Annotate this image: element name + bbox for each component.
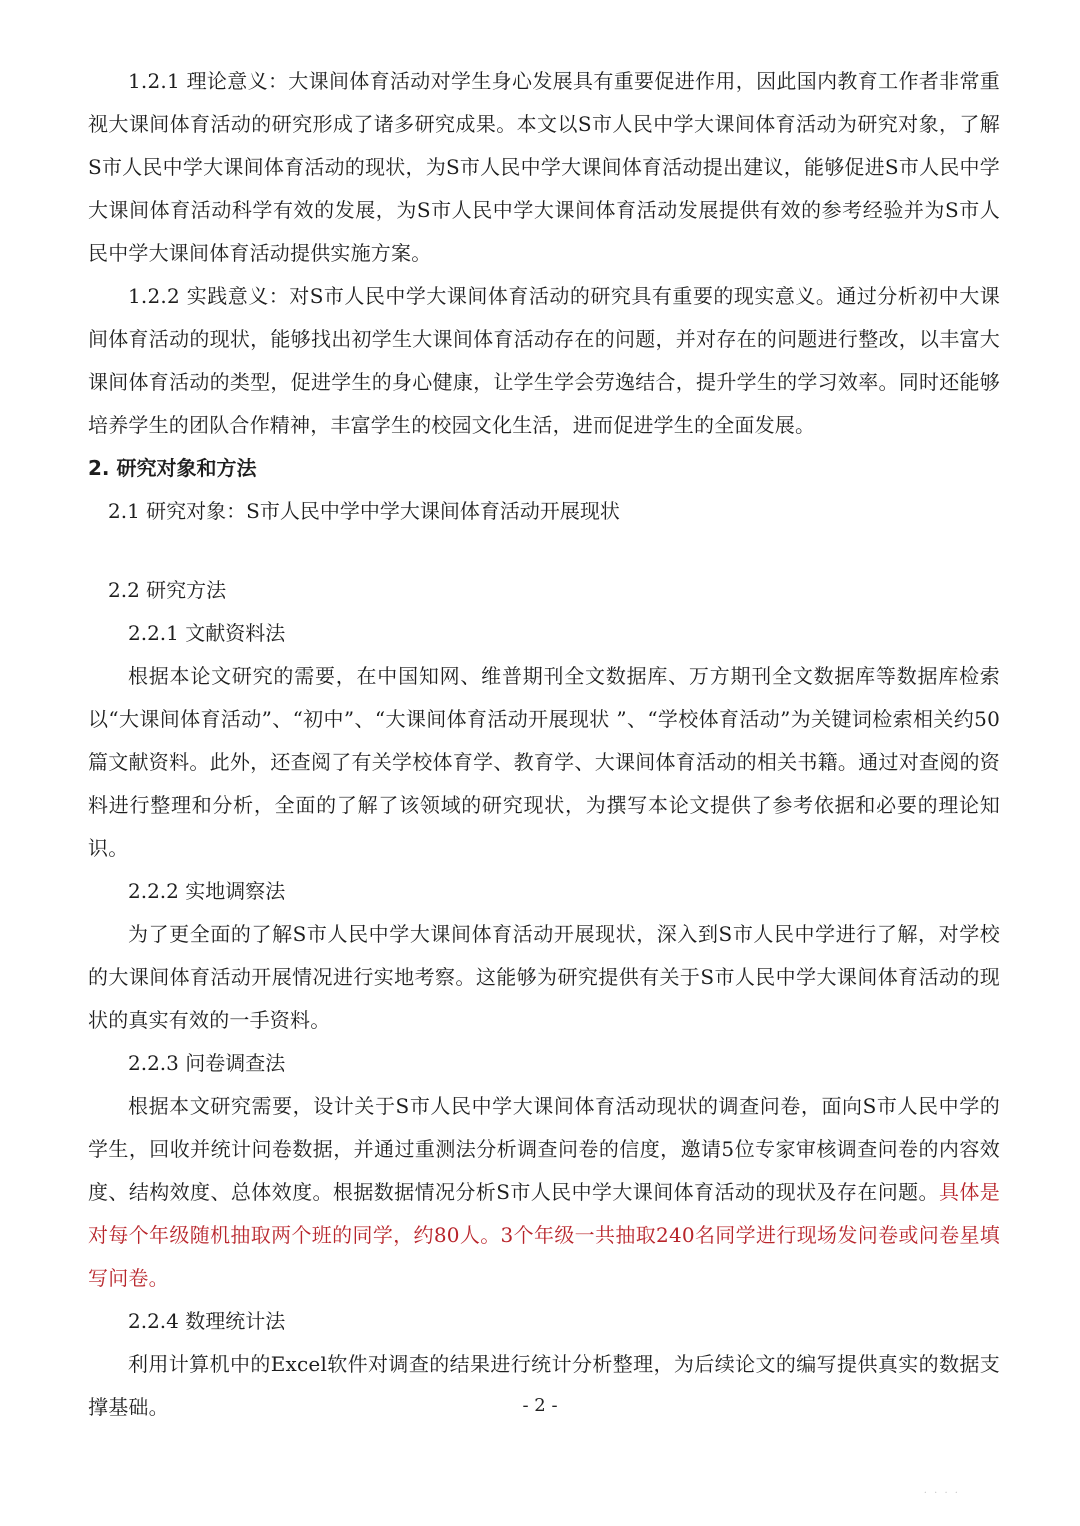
page-number: - 2 -: [522, 1395, 558, 1416]
subheading-research-methods: 2.2 研究方法: [108, 578, 227, 602]
paragraph-literature-method: 根据本论文研究的需要，在中国知网、维普期刊全文数据库、万方期刊全文数据库等数据库检索以“大课间体育活动”、“初中”、“大课间体育活动开展现状 ”、“学校体育活动”为关键词检索相关约50篇文献资料。此外，还查阅了有关学校体育学、教育学、大课间体育活动的相关书籍。通过对查阅的资料进行整理和分析，全面的了解了该领域的研究现状，为撰写本论文提供了参考依据和必要的理论知识。: [88, 664, 1000, 860]
document-body: [88, 60, 1000, 1429]
paragraph-field-survey-method: 为了更全面的了解S市人民中学大课间体育活动开展现状，深入到S市人民中学进行了解，对学校的大课间体育活动开展情况进行实地考察。这能够为研究提供有关于S市人民中学大课间体育活动的现状的真实有效的一手资料。: [88, 922, 1000, 1032]
watermark-mark: · · · ·: [923, 1488, 960, 1499]
questionnaire-text: 根据本文研究需要，设计关于S市人民中学大课间体育活动现状的调查问卷，面向S市人民中学的学生，回收并统计问卷数据，并通过重测法分析调查问卷的信度，邀请5位专家审核调查问卷的内容效度、结构效度、总体效度。根据数据情况分析S市人民中学大课间体育活动的现状及存在问题。: [88, 1094, 1000, 1204]
paragraph-questionnaire-method: [88, 1085, 1000, 1300]
subheading-literature-method: 2.2.1 文献资料法: [128, 621, 286, 645]
subheading-research-object: 2.1 研究对象：S市人民中学中学大课间体育活动开展现状: [108, 499, 620, 523]
blank-line: [88, 533, 1000, 569]
questionnaire-sampling-note: 具体是对每个年级随机抽取两个班的同学，约80人。3个年级一共抽取240名同学进行现场发问卷或问卷星填写问卷。: [88, 1180, 1000, 1290]
subheading-statistics-method: 2.2.4 数理统计法: [128, 1309, 286, 1333]
section-heading-objects-methods: 2. 研究对象和方法: [88, 456, 257, 480]
paragraph-practical-significance: 1.2.2 实践意义：对S市人民中学大课间体育活动的研究具有重要的现实意义。通过分析初中大课间体育活动的现状，能够找出初学生大课间体育活动存在的问题，并对存在的问题进行整改，以丰富大课间体育活动的类型，促进学生的身心健康，让学生学会劳逸结合，提升学生的学习效率。同时还能够培养学生的团队合作精神，丰富学生的校园文化生活，进而促进学生的全面发展。: [88, 284, 1000, 437]
subheading-field-survey-method: 2.2.2 实地调察法: [128, 879, 286, 903]
subheading-questionnaire-method: 2.2.3 问卷调查法: [128, 1051, 286, 1075]
paragraph-statistics-method: 利用计算机中的Excel软件对调查的结果进行统计分析整理，为后续论文的编写提供真实的数据支撑基础。: [88, 1352, 1000, 1419]
paragraph-theory-significance: 1.2.1 理论意义：大课间体育活动对学生身心发展具有重要促进作用，因此国内教育工作者非常重视大课间体育活动的研究形成了诸多研究成果。本文以S市人民中学大课间体育活动为研究对象，了解S市人民中学大课间体育活动的现状，为S市人民中学大课间体育活动提出建议，能够促进S市人民中学大课间体育活动科学有效的发展，为S市人民中学大课间体育活动发展提供有效的参考经验并为S市人民中学大课间体育活动提供实施方案。: [88, 69, 1000, 265]
